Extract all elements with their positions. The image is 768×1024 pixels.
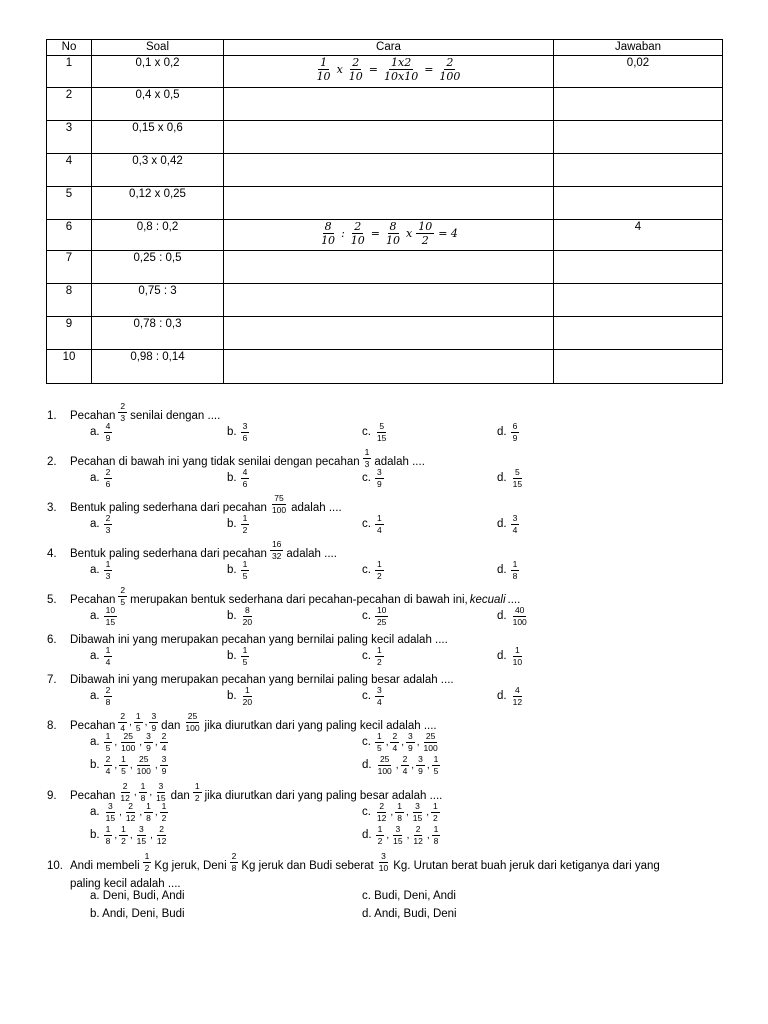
question-text: merupakan bentuk sederhana dari pecahan-pecahan di bawah ini, xyxy=(130,594,468,606)
option-c[interactable]: c. $\frac{3}{9}$ xyxy=(362,467,382,489)
option-a[interactable]: a. $\frac{1}{4}$ xyxy=(90,645,111,667)
option-b[interactable]: b. $\frac{1}{2}$ xyxy=(227,513,248,535)
question-text: jika diurutkan dari yang paling kecil adalah .... xyxy=(204,720,437,732)
question-5 xyxy=(47,582,727,628)
cell-soal: 0,15 x 0,6 xyxy=(92,121,224,154)
table-row xyxy=(47,187,723,220)
question-emphasis: kecuali xyxy=(469,594,506,606)
worksheet-table xyxy=(46,39,723,384)
table-row xyxy=(47,154,723,187)
cell-jawaban xyxy=(554,187,723,220)
question-fraction: $\frac{75}{100}$ xyxy=(271,493,287,515)
cell-cara xyxy=(224,88,554,121)
cell-cara xyxy=(224,187,554,220)
option-b[interactable]: b. $\frac{2}{4}$ , $\frac{1}{5}$ , $\frac{25}{100}$ , $\frac{3}{9}$ xyxy=(90,754,167,776)
option-a[interactable]: a. $\frac{1}{5}$ , $\frac{25}{100}$ , $\frac{3}{9}$ , $\frac{2}{4}$ xyxy=(90,731,167,753)
question-fraction: $\frac{2}{3}$ xyxy=(120,401,126,423)
question-6 xyxy=(47,628,727,668)
question-text: paling kecil adalah .... xyxy=(70,878,181,890)
question-text: jika diurutkan dari yang paling besar adalah .... xyxy=(204,790,443,802)
option-d[interactable]: d. $\frac{5}{15}$ xyxy=(497,467,523,489)
table-row xyxy=(47,220,723,251)
header-jawaban: Jawaban xyxy=(554,40,723,56)
option-d[interactable]: d. $\frac{6}{9}$ xyxy=(497,421,518,443)
question-fraction-list: $\frac{2}{4}$ , $\frac{1}{5}$ , $\frac{3}{9}$ xyxy=(120,711,157,733)
question-10 xyxy=(47,848,727,926)
question-text: dan xyxy=(170,790,190,802)
answer-options xyxy=(47,514,727,536)
option-b[interactable]: b. $\frac{1}{20}$ xyxy=(227,685,253,707)
question-text: .... xyxy=(507,594,521,606)
cell-jawaban xyxy=(554,251,723,284)
question-4 xyxy=(47,536,727,582)
question-text: senilai dengan .... xyxy=(130,410,221,422)
option-c[interactable]: c. $\frac{1}{2}$ xyxy=(362,559,382,581)
question-text: Pecahan xyxy=(70,594,116,606)
option-d[interactable]: d. $\frac{1}{8}$ xyxy=(497,559,518,581)
cell-jawaban xyxy=(554,88,723,121)
cell-jawaban xyxy=(554,154,723,187)
question-text: Dibawah ini yang merupakan pecahan yang bernilai paling kecil adalah .... xyxy=(70,634,448,646)
table-row xyxy=(47,350,723,384)
option-b[interactable]: b. $\frac{1}{8}$ , $\frac{1}{2}$ , $\frac{3}{15}$ , $\frac{2}{12}$ xyxy=(90,824,167,846)
question-text: adalah .... xyxy=(374,456,425,468)
option-a[interactable]: a. $\frac{3}{15}$ , $\frac{2}{12}$ , $\frac{1}{8}$ , $\frac{1}{2}$ xyxy=(90,801,167,823)
question-2 xyxy=(47,444,727,490)
option-a[interactable]: a. $\frac{4}{9}$ xyxy=(90,421,111,443)
option-a[interactable]: a. $\frac{10}{15}$ xyxy=(90,605,116,627)
question-3 xyxy=(47,490,727,536)
question-number: 2. xyxy=(47,456,57,468)
question-fraction: $\frac{3}{10}$ xyxy=(378,851,389,873)
cell-jawaban: 4 xyxy=(554,220,723,251)
cell-cara xyxy=(224,251,554,284)
question-text: Pecahan xyxy=(70,790,116,802)
option-d[interactable]: d. $\frac{25}{100}$ , $\frac{2}{4}$ , $\frac{3}{9}$ , $\frac{1}{5}$ xyxy=(362,754,439,776)
answer-options xyxy=(47,560,727,582)
answer-options xyxy=(47,646,727,668)
question-text: Kg jeruk dan Budi seberat xyxy=(241,860,374,872)
question-9 xyxy=(47,778,727,848)
question-number: 3. xyxy=(47,502,57,514)
table-row xyxy=(47,88,723,121)
cell-no: 2 xyxy=(47,88,92,121)
cell-soal: 0,3 x 0,42 xyxy=(92,154,224,187)
option-b[interactable]: b. Andi, Deni, Budi xyxy=(90,908,185,920)
question-text: Andi membeli xyxy=(70,860,140,872)
question-number: 4. xyxy=(47,548,57,560)
question-number: 5. xyxy=(47,594,57,606)
answer-options xyxy=(47,606,727,628)
question-text: Pecahan xyxy=(70,720,116,732)
question-fraction-list: $\frac{2}{12}$ , $\frac{1}{8}$ , $\frac{3}{15}$ xyxy=(120,781,166,803)
question-text: adalah .... xyxy=(291,502,342,514)
question-text: dan xyxy=(161,720,181,732)
option-d[interactable]: d. $\frac{40}{100}$ xyxy=(497,605,527,627)
cell-no: 4 xyxy=(47,154,92,187)
option-a[interactable]: a. $\frac{2}{3}$ xyxy=(90,513,111,535)
option-b[interactable]: b. $\frac{8}{20}$ xyxy=(227,605,253,627)
cell-soal: 0,25 : 0,5 xyxy=(92,251,224,284)
answer-options xyxy=(47,468,727,490)
option-c[interactable]: c. $\frac{10}{25}$ xyxy=(362,605,387,627)
option-a[interactable]: a. Deni, Budi, Andi xyxy=(90,890,185,902)
question-text: Bentuk paling sederhana dari pecahan xyxy=(70,502,267,514)
question-8 xyxy=(47,708,727,778)
cell-jawaban xyxy=(554,317,723,350)
question-fraction: $\frac{2}{5}$ xyxy=(120,585,126,607)
cell-no: 3 xyxy=(47,121,92,154)
question-7 xyxy=(47,668,727,708)
cell-no: 8 xyxy=(47,284,92,317)
cell-no: 1 xyxy=(47,56,92,88)
option-b[interactable]: b. $\frac{1}{5}$ xyxy=(227,645,248,667)
option-c[interactable]: c. $\frac{3}{4}$ xyxy=(362,685,382,707)
header-soal: Soal xyxy=(92,40,224,56)
cell-cara xyxy=(224,317,554,350)
question-text: Pecahan di bawah ini yang tidak senilai dengan pecahan xyxy=(70,456,360,468)
option-b[interactable]: b. $\frac{4}{6}$ xyxy=(227,467,248,489)
option-c[interactable]: c. $\frac{1}{2}$ xyxy=(362,645,382,667)
question-1 xyxy=(47,398,727,444)
table-row xyxy=(47,284,723,317)
option-c[interactable]: c. $\frac{1}{4}$ xyxy=(362,513,382,535)
question-text: Dibawah ini yang merupakan pecahan yang bernilai paling besar adalah .... xyxy=(70,674,454,686)
cell-no: 5 xyxy=(47,187,92,220)
option-a[interactable]: a. $\frac{2}{8}$ xyxy=(90,685,111,707)
cell-jawaban: 0,02 xyxy=(554,56,723,88)
cell-soal: 0,4 x 0,5 xyxy=(92,88,224,121)
option-a[interactable]: a. $\frac{1}{3}$ xyxy=(90,559,111,581)
question-fraction: $\frac{25}{100}$ xyxy=(185,711,200,733)
question-text: adalah .... xyxy=(286,548,337,560)
option-d[interactable]: d. $\frac{1}{10}$ xyxy=(497,645,523,667)
cara-expression-1: $\frac{1}{10}$ x $\frac{2}{10}$ = $\frac{1x2}{10x10}$ = $\frac{2}{100}$ xyxy=(316,56,461,83)
cell-jawaban xyxy=(554,121,723,154)
option-c[interactable]: c. Budi, Deni, Andi xyxy=(362,890,456,902)
option-d[interactable]: d. Andi, Budi, Deni xyxy=(362,908,457,920)
cell-cara xyxy=(224,220,554,251)
question-text: Pecahan xyxy=(70,410,116,422)
cell-soal: 0,78 : 0,3 xyxy=(92,317,224,350)
cell-cara xyxy=(224,121,554,154)
cell-soal: 0,1 x 0,2 xyxy=(92,56,224,88)
option-b[interactable]: b. $\frac{1}{5}$ xyxy=(227,559,248,581)
cell-soal: 0,12 x 0,25 xyxy=(92,187,224,220)
question-fraction: $\frac{16}{32}$ xyxy=(271,539,282,561)
question-fraction: $\frac{1}{2}$ xyxy=(194,781,200,803)
cell-no: 9 xyxy=(47,317,92,350)
option-b[interactable]: b. $\frac{3}{6}$ xyxy=(227,421,248,443)
cell-cara xyxy=(224,56,554,88)
option-d[interactable]: d. $\frac{4}{12}$ xyxy=(497,685,523,707)
option-c[interactable]: c. $\frac{5}{15}$ xyxy=(362,421,387,443)
option-c[interactable]: c. $\frac{2}{12}$ , $\frac{1}{8}$ , $\frac{3}{15}$ , $\frac{1}{2}$ xyxy=(362,801,438,823)
question-number: 9. xyxy=(47,790,57,802)
question-fraction: $\frac{1}{3}$ xyxy=(364,447,370,469)
cell-cara xyxy=(224,350,554,384)
option-a[interactable]: a. $\frac{2}{6}$ xyxy=(90,467,111,489)
question-number: 6. xyxy=(47,634,57,646)
question-number: 10. xyxy=(47,860,63,872)
question-number: 7. xyxy=(47,674,57,686)
answer-options xyxy=(47,686,727,708)
cell-soal: 0,98 : 0,14 xyxy=(92,350,224,384)
question-number: 8. xyxy=(47,720,57,732)
cell-jawaban xyxy=(554,284,723,317)
table-row xyxy=(47,251,723,284)
table-row xyxy=(47,317,723,350)
question-fraction: $\frac{1}{2}$ xyxy=(144,851,150,873)
question-fraction: $\frac{2}{8}$ xyxy=(231,851,237,873)
table-row xyxy=(47,121,723,154)
option-d[interactable]: d. $\frac{3}{4}$ xyxy=(497,513,518,535)
cell-no: 10 xyxy=(47,350,92,384)
option-d[interactable]: d. $\frac{1}{2}$ , $\frac{3}{15}$ , $\frac{2}{12}$ , $\frac{1}{8}$ xyxy=(362,824,439,846)
cell-cara xyxy=(224,284,554,317)
cell-soal: 0,75 : 3 xyxy=(92,284,224,317)
cell-no: 7 xyxy=(47,251,92,284)
answer-options xyxy=(47,422,727,444)
header-no: No xyxy=(47,40,92,56)
cell-soal: 0,8 : 0,2 xyxy=(92,220,224,251)
question-number: 1. xyxy=(47,410,57,422)
table-header-row xyxy=(47,40,723,56)
cell-no: 6 xyxy=(47,220,92,251)
question-text: Bentuk paling sederhana dari pecahan xyxy=(70,548,267,560)
cara-expression-6: $\frac{8}{10}$ : $\frac{2}{10}$ = $\frac{8}{10}$ x $\frac{10}{2}$ = 4 xyxy=(321,220,458,247)
question-text: Kg. Urutan berat buah jeruk dari ketiganya dari yang xyxy=(393,860,660,872)
table-row xyxy=(47,56,723,88)
question-list xyxy=(47,398,727,926)
question-text: Kg jeruk, Deni xyxy=(154,860,227,872)
option-c[interactable]: c. $\frac{1}{5}$ , $\frac{2}{4}$ , $\frac{3}{9}$ , $\frac{25}{100}$ xyxy=(362,731,438,753)
cell-jawaban xyxy=(554,350,723,384)
cell-cara xyxy=(224,154,554,187)
header-cara: Cara xyxy=(224,40,554,56)
